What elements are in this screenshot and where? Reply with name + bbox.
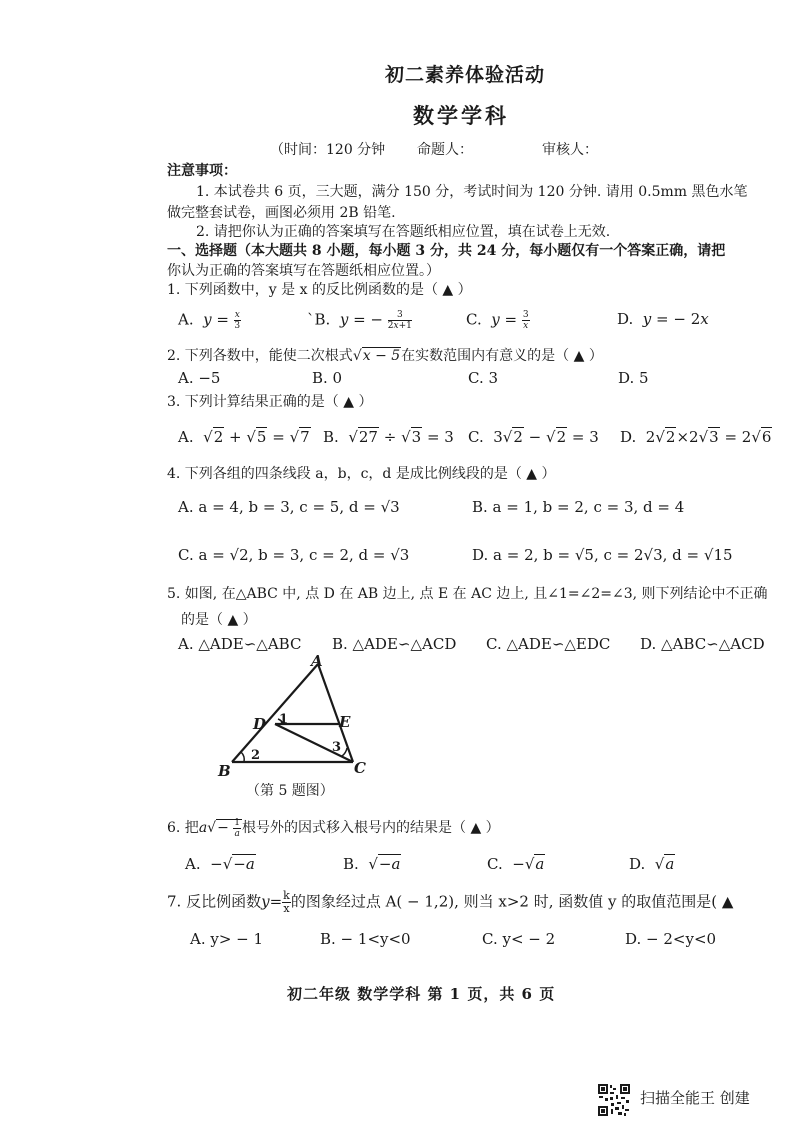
vertex-label-b: B (218, 762, 231, 780)
q6-option-a: A. −√−a (185, 855, 255, 873)
side-ab (232, 664, 318, 762)
q5-stem-cont: 的是（ ▲ ） (181, 612, 257, 628)
q5-option-a: A. △ADE∽△ABC (178, 635, 302, 653)
q3-option-c: C. 3√2 − √2 = 3 (468, 428, 599, 446)
angle-label-2: 2 (251, 748, 261, 763)
subject-title: 数学学科 (413, 103, 509, 128)
q7-option-a: A. y> − 1 (190, 930, 264, 948)
exam-title: 初二素养体验活动 (385, 64, 546, 86)
q5-option-b: B. △ADE∽△ACD (332, 635, 457, 653)
note-1a: 1. 本试卷共 6 页，三大题，满分 150 分，考试时间为 120 分钟. 请用 0.5mm 黑色水笔 (196, 184, 748, 200)
q2-stem: 2. 下列各数中，能使二次根式√x − 5在实数范围内有意义的是（ ▲ ） (167, 348, 603, 364)
qr-code-icon (597, 1083, 631, 1117)
vertex-label-e: E (339, 713, 351, 731)
q7-option-b: B. − 1<y<0 (320, 930, 411, 948)
q3-option-b: B. √27 ÷ √3 = 3 (323, 428, 454, 446)
q3-option-a: A. √2 + √5 = √7 (178, 428, 310, 446)
scanner-watermark: 扫描全能王 创建 (640, 1089, 750, 1107)
vertex-label-a: A (311, 652, 323, 670)
q1-option-b: `B. y = − $\frac{3}{2x+1}$ (307, 310, 412, 331)
q3-stem: 3. 下列计算结果正确的是（ ▲ ） (167, 394, 373, 410)
section1-heading: 一、选择题（本大题共 8 小题，每小题 3 分，共 24 分，每小题仅有一个答案正确，请把 (167, 243, 726, 259)
section1-heading-cont: 你认为正确的答案填写在答题纸相应位置。） (167, 263, 440, 279)
q7-option-c: C. y< − 2 (482, 930, 556, 948)
vertex-label-d: D (253, 715, 267, 733)
note-1b: 做完整套试卷，画图必须用 2B 铅笔. (167, 205, 396, 221)
q5-triangle-figure (215, 652, 375, 782)
q5-stem: 5. 如图, 在△ABC 中, 点 D 在 AB 边上, 点 E 在 AC 边上, 且∠1=∠2=∠3, 则下列结论中不正确 (167, 586, 768, 602)
q2-option-a: A. −5 (178, 369, 221, 387)
q1-stem: 1. 下列函数中，y 是 x 的反比例函数的是（ ▲ ） (167, 282, 472, 298)
q7-option-d: D. − 2<y<0 (625, 930, 717, 948)
author-field: 命题人： (417, 142, 473, 158)
notes-heading: 注意事项： (167, 163, 237, 179)
q1-option-a: A. y = $\frac{x}{3}$ (178, 310, 241, 331)
q6-option-d: D. √a (629, 855, 675, 873)
angle-label-1: 1 (279, 712, 289, 727)
q1-option-c: C. y = $\frac{3}{x}$ (466, 310, 529, 331)
q4-option-d: D. a = 2, b = √5, c = 2√3, d = √15 (472, 546, 733, 564)
q7-stem: 7. 反比例函数y= $\frac{k}{x}$ 的图象经过点 A( − 1,2), 则当 x>2 时, 函数值 y 的取值范围是( ▲ (167, 889, 734, 915)
q2-option-d: D. 5 (618, 369, 649, 387)
q6-option-b: B. √−a (343, 855, 401, 873)
reviewer-field: 审核人： (542, 142, 598, 158)
q6-stem: 6. 把a√− $\frac{1}{a}$ 根号外的因式移入根号内的结果是（ ▲ ） (167, 817, 500, 839)
q4-option-c: C. a = √2, b = 3, c = 2, d = √3 (178, 546, 410, 564)
q2-option-c: C. 3 (468, 369, 499, 387)
q4-option-a: A. a = 4, b = 3, c = 5, d = √3 (178, 498, 400, 516)
vertex-label-c: C (354, 759, 366, 777)
q5-figure-caption: （第 5 题图） (246, 783, 334, 799)
q3-option-d: D. 2√2×2√3 = 2√6 (620, 428, 772, 446)
q5-option-c: C. △ADE∽△EDC (486, 635, 611, 653)
q4-stem: 4. 下列各组的四条线段 a，b，c，d 是成比例线段的是（ ▲ ） (167, 466, 556, 482)
q1-option-d: D. y = − 2x (617, 310, 709, 328)
q5-option-d: D. △ABC∽△ACD (640, 635, 765, 653)
q2-option-b: B. 0 (312, 369, 343, 387)
angle-label-3: 3 (332, 740, 342, 755)
page-footer: 初二年级 数学学科 第 1 页，共 6 页 (287, 985, 556, 1003)
exam-time: （时间：120 分钟 (270, 142, 386, 158)
q6-option-c: C. −√a (487, 855, 545, 873)
q4-option-b: B. a = 1, b = 2, c = 3, d = 4 (472, 498, 685, 516)
note-2: 2. 请把你认为正确的答案填写在答题纸相应位置，填在试卷上无效. (196, 224, 611, 240)
